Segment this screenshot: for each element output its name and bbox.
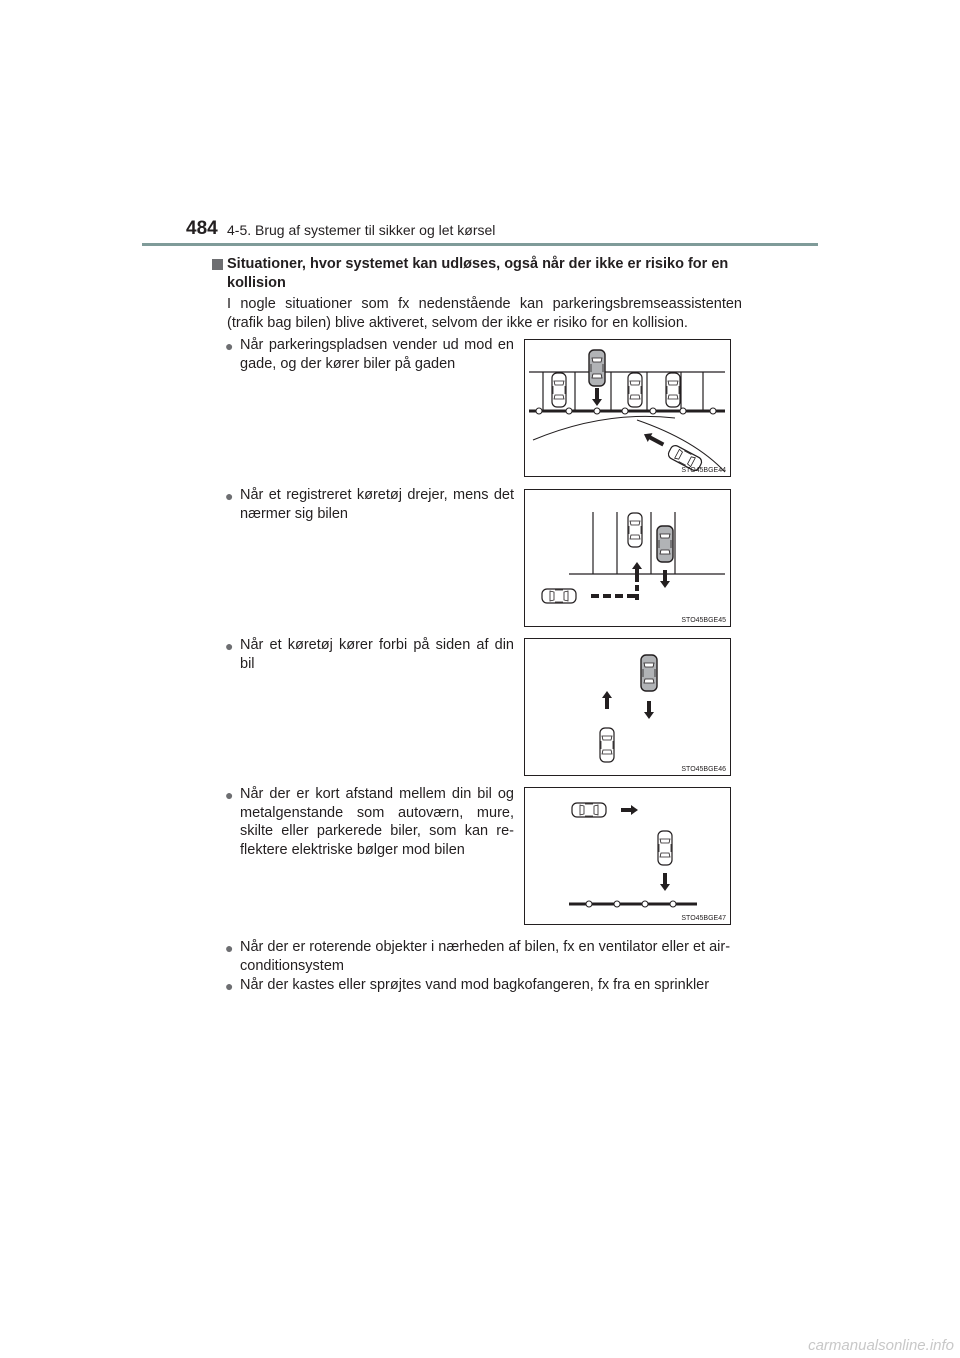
figure-illustration <box>525 639 730 775</box>
bullet-item: ● Når et køretøj kører forbi på siden af din bil <box>225 637 514 672</box>
heading-square-icon <box>212 259 223 270</box>
figure-metal-objects <box>524 787 731 925</box>
bullet-item: ● Når der er kort afstand mellem din bil og metalgenstande som autoværn, mure, skilte eller parkerede biler, som kan re-flektere elektriske bølger mod bilen <box>225 786 514 858</box>
header-rule <box>142 243 818 246</box>
figure-code: STO45BGE47 <box>681 915 726 922</box>
bullet-icon: ● <box>225 338 234 354</box>
bullet-item: ● Når et registreret køretøj drejer, mens det nærmer sig bilen <box>225 487 514 522</box>
figure-turning-vehicle <box>524 489 731 627</box>
bullet-icon: ● <box>225 978 234 994</box>
bullet-item: ● Når der kastes eller sprøjtes vand mod bagkofangeren, fx fra en sprinkler <box>225 977 710 994</box>
bullet-item: ● Når der er roterende objekter i nærheden af bilen, fx en ventilator eller et air-conditionsystem <box>225 939 731 974</box>
bullet-icon: ● <box>225 787 234 803</box>
figure-illustration <box>525 340 730 476</box>
chapter-title: 4-5. Brug af systemer til sikker og let kørsel <box>227 222 496 238</box>
bullet-icon: ● <box>225 940 234 956</box>
figure-passing-vehicle <box>524 638 731 776</box>
figure-street-parking <box>524 339 731 477</box>
figure-code: STO45BGE46 <box>681 766 726 773</box>
bullet-icon: ● <box>225 488 234 504</box>
bullet-item: ● Når parkeringspladsen vender ud mod en gade, og der kører biler på gaden <box>225 337 514 372</box>
figure-illustration <box>525 490 730 626</box>
page-number: 484 <box>186 218 218 239</box>
intro-paragraph: I nogle situationer som fx nedenstående kan parkeringsbremseassistenten (trafik bag bilen) blive aktiveret, selvom der ikke er risiko for en kollision. <box>227 296 742 331</box>
figure-code: STO45BGE45 <box>681 617 726 624</box>
section-heading: Situationer, hvor systemet kan udløses, også når der ikke er risiko for en kollision <box>212 255 752 293</box>
figure-illustration <box>525 788 730 924</box>
bullet-icon: ● <box>225 638 234 654</box>
figure-code: STO45BGE44 <box>681 467 726 474</box>
watermark: carmanualsonline.info <box>808 1337 954 1354</box>
